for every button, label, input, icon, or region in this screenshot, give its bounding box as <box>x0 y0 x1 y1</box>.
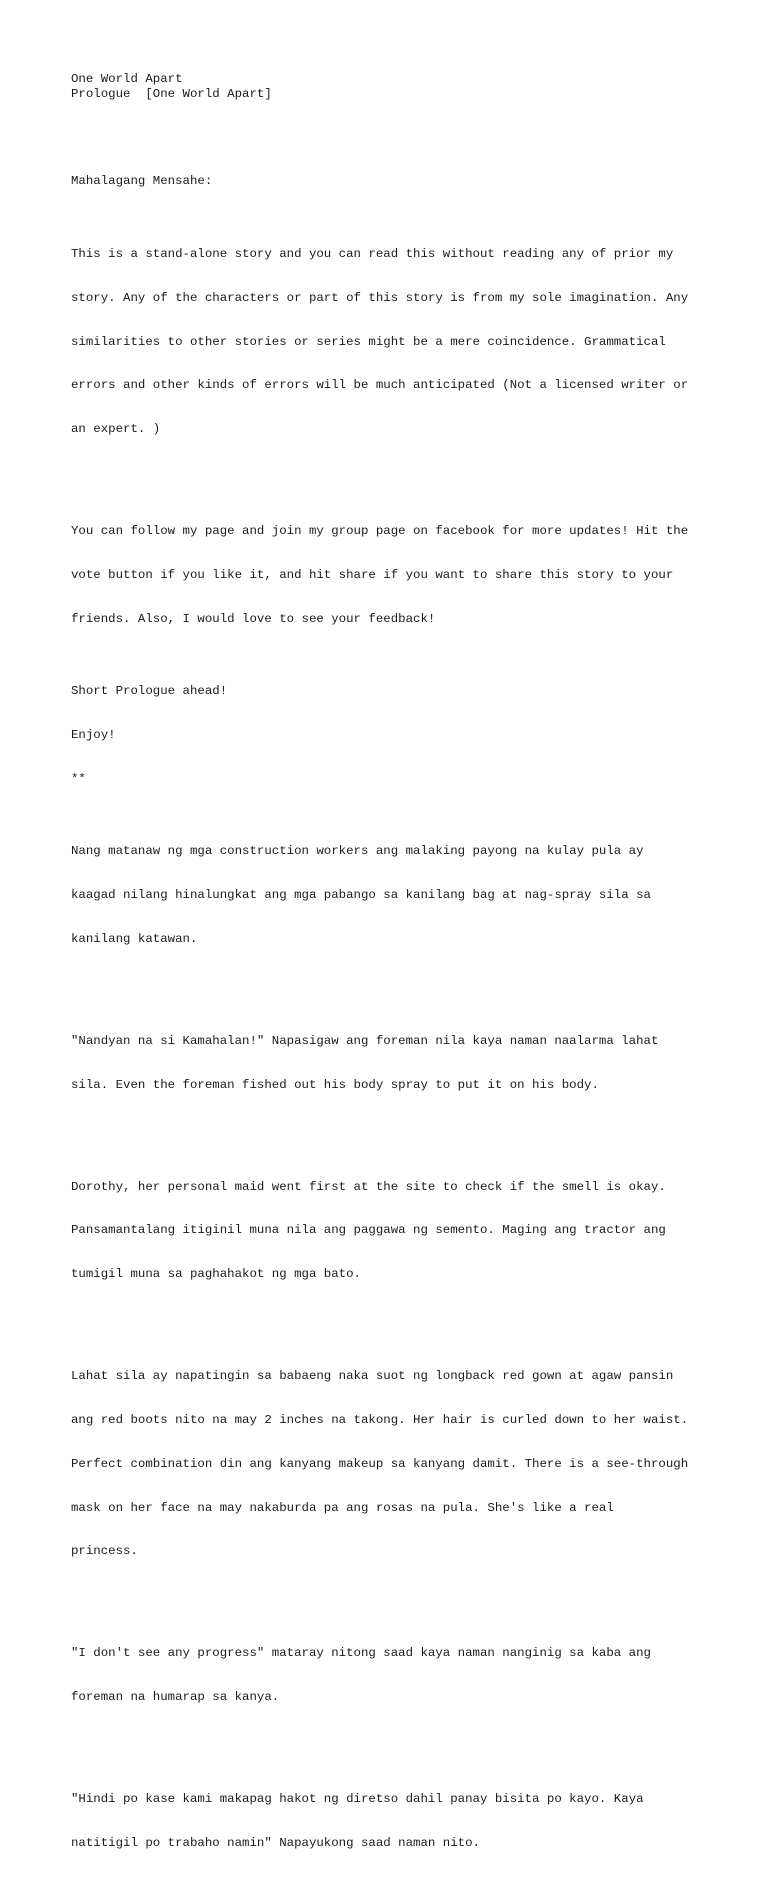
story-paragraph-6: "Hindi po kase kami makapag hakot ng diretso dahil panay bisita po kayo. Kaya natitigil po trabaho namin" Napayukong saad naman nito. <box>71 1792 644 1850</box>
story-paragraph-2: "Nandyan na si Kamahalan!" Napasigaw ang foreman nila kaya naman naalarma lahat sila. Even the foreman fished out his body spray to put it on his body. <box>71 1033 659 1092</box>
disclaimer-paragraph: This is a stand-alone story and you can read this without reading any of prior my story. Any of the characters or part of this story is from my sole imagination. Any similarities to other stories or series might be a mere coincidence. Grammatical errors and other kinds of errors will be much anticipated (Not a licensed writer or an expert. ) <box>71 246 689 437</box>
story-paragraph-5: "I don't see any progress" mataray nitong saad kaya naman nanginig sa kaba ang foreman na humarap sa kanya. <box>71 1646 651 1705</box>
notice-heading: Mahalagang Mensahe: <box>71 174 213 189</box>
enjoy-note: Enjoy! <box>71 728 116 742</box>
chapter-title: Prologue [One World Apart] <box>71 86 272 101</box>
document-title: One World Apart <box>71 72 183 86</box>
story-paragraph-3: Dorothy, her personal maid went first at the site to check if the smell is okay. Pansamantalang itiginil muna nila ang paggawa ng semento. Maging ang tractor ang tumigil muna sa paghahakot ng mga bato. <box>71 1179 666 1282</box>
story-paragraph-1: Nang matanaw ng mga construction workers ang malaking payong na kulay pula ay kaagad nilang hinalungkat ang mga pabango sa kanilang bag at nag-spray sila sa kanilang katawan. <box>71 844 651 946</box>
section-separator: ** <box>71 771 86 786</box>
short-prologue-note: Short Prologue ahead! <box>71 684 228 699</box>
document-page <box>71 72 711 1880</box>
follow-paragraph: You can follow my page and join my group page on facebook for more updates! Hit the vote button if you like it, and hit share if you want to share this story to your friends. Also, I would love to see your feedback! <box>71 524 689 626</box>
story-paragraph-4: Lahat sila ay napatingin sa babaeng naka suot ng longback red gown at agaw pansin ang red boots nito na may 2 inches na takong. Her hair is curled down to her waist. Perfect combination din ang kanyang makeup sa kanyang damit. There is a see-through mask on her face na may nakaburda pa ang rosas na pula. She's like a real princess. <box>71 1369 689 1559</box>
